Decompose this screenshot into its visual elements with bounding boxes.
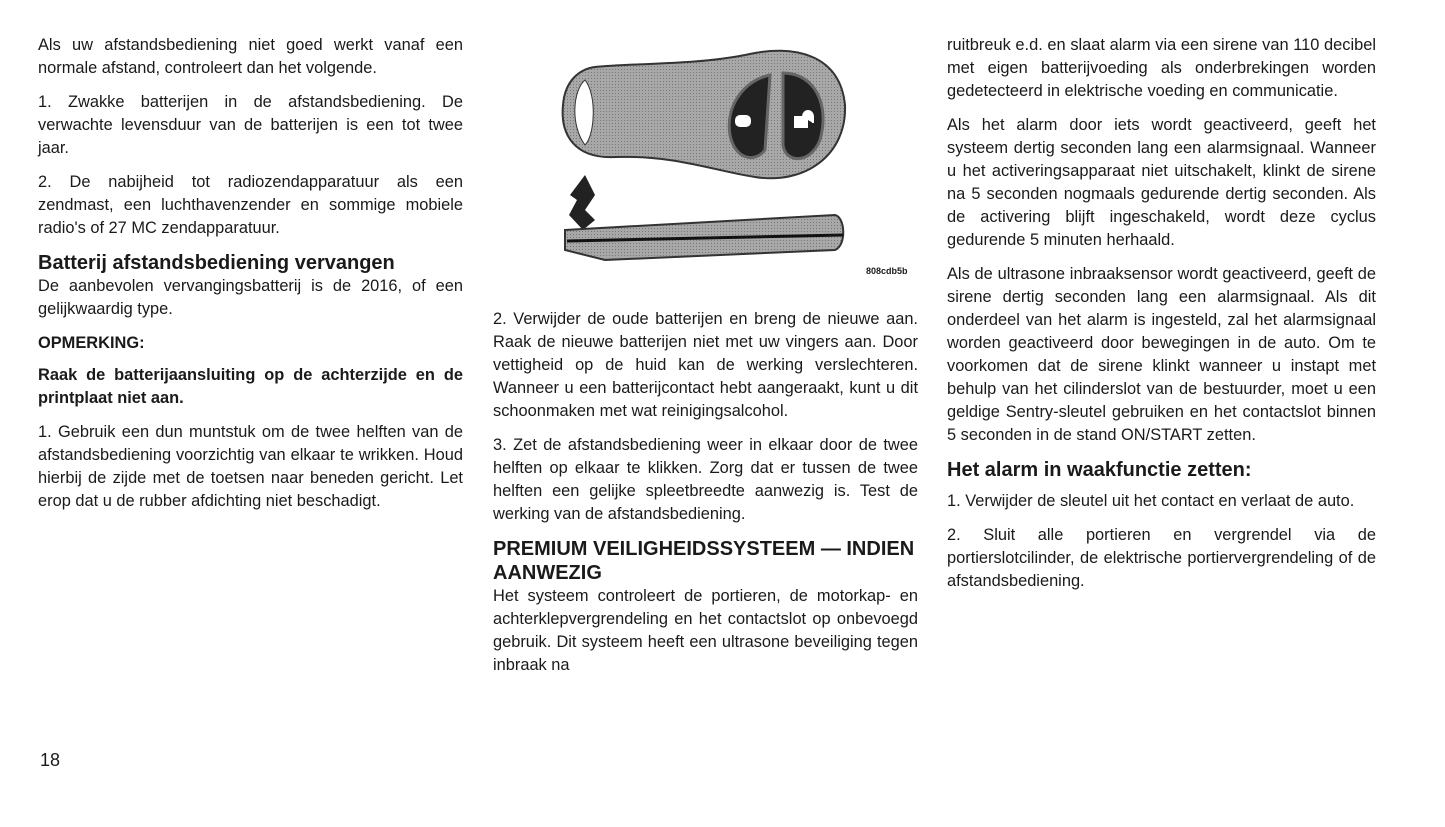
paragraph: Als het alarm door iets wordt geactiveerd, geeft het systeem dertig seconden lang een alarmsignaal. Wanneer u het activeringsapparaat niet uitschakelt, klinkt de sirene na 5 seconden nogmaals gedurende dertig seconden. Als de activering blijft ingeschakeld, wordt deze cyclus gedurende 5 minuten herhaald. <box>947 116 1376 249</box>
paragraph: 1. Verwijder de sleutel uit het contact en verlaat de auto. <box>947 492 1355 510</box>
section-heading: PREMIUM VEILIGHEIDSSYSTEEM — INDIEN AANWEZIG <box>493 538 915 584</box>
left-column <box>38 34 463 524</box>
note-label: OPMERKING: <box>38 334 145 352</box>
right-column <box>947 34 1376 604</box>
paragraph: Als de ultrasone inbraaksensor wordt geactiveerd, geeft de sirene dertig seconden lang een alarmsignaal. Als dit onderdeel van het alarm is ingesteld, zal het alarmsignaal worden geactiveerd door bewegingen in de auto. Om te voorkomen dat de sirene klinkt wanneer u instapt met behulp van het cilinderslot van de bestuurder, moet u een geldige Sentry-sleutel gebruiken en het contactslot binnen 5 seconden in de stand ON/START zetten. <box>947 265 1376 444</box>
paragraph: 3. Zet de afstandsbediening weer in elkaar door de twee helften op elkaar te klikken. Zorg dat er tussen de twee helften een gelijke spleetbreedte aanwezig is. Test de werking van de afstandsbediening. <box>493 436 918 523</box>
paragraph: 2. De nabijheid tot radiozendapparatuur als een zendmast, een luchthavenzender en sommige mobiele radio's of 27 MC zendapparatuur. <box>38 173 463 237</box>
section-heading: Het alarm in waakfunctie zetten: <box>947 459 1252 481</box>
paragraph: ruitbreuk e.d. en slaat alarm via een sirene van 110 decibel met eigen batterijvoeding als onderbrekingen worden gedetecteerd in elektrische voeding en communicatie. <box>947 36 1376 100</box>
middle-column <box>493 308 918 688</box>
page-number: 18 <box>40 750 61 770</box>
lock-icon <box>735 115 751 127</box>
paragraph: 2. Sluit alle portieren en vergrendel via de portierslotcilinder, de elektrische portiervergrendeling of de afstandsbediening. <box>947 526 1376 590</box>
arrow-icon <box>569 175 595 230</box>
figure-code: 808cdb5b <box>866 266 908 276</box>
section-heading: Batterij afstandsbediening vervangen <box>38 252 395 274</box>
paragraph: Als uw afstandsbediening niet goed werkt vanaf een normale afstand, controleert dan het volgende. <box>38 36 463 77</box>
paragraph: Het systeem controleert de portieren, de motorkap- en achterklepvergrendeling en het contactslot op onbevoegd gebruik. Dit systeem heeft een ultrasone beveiliging tegen inbraak na <box>493 587 918 674</box>
note-text: Raak de batterijaansluiting op de achterzijde en de printplaat niet aan. <box>38 366 463 407</box>
paragraph: 2. Verwijder de oude batterijen en breng de nieuwe aan. Raak de nieuwe batterijen niet met uw vingers aan. Door vettigheid op de huid kan de werking verslechteren. Wanneer u een batterijcontact hebt aangeraakt, kunt u dit schoonmaken met wat reinigingsalcohol. <box>493 310 918 420</box>
key-fob-illustration <box>555 45 920 285</box>
paragraph: De aanbevolen vervangingsbatterij is de 2016, of een gelijkwaardig type. <box>38 277 463 318</box>
paragraph: 1. Gebruik een dun muntstuk om de twee helften van de afstandsbediening voorzichtig van elkaar te wrikken. Houd hierbij de zijde met de toetsen naar beneden gericht. Let erop dat u de rubber afdichting niet beschadigt. <box>38 423 463 510</box>
paragraph: 1. Zwakke batterijen in de afstandsbediening. De verwachte levensduur van de batterijen is een tot twee jaar. <box>38 93 463 157</box>
